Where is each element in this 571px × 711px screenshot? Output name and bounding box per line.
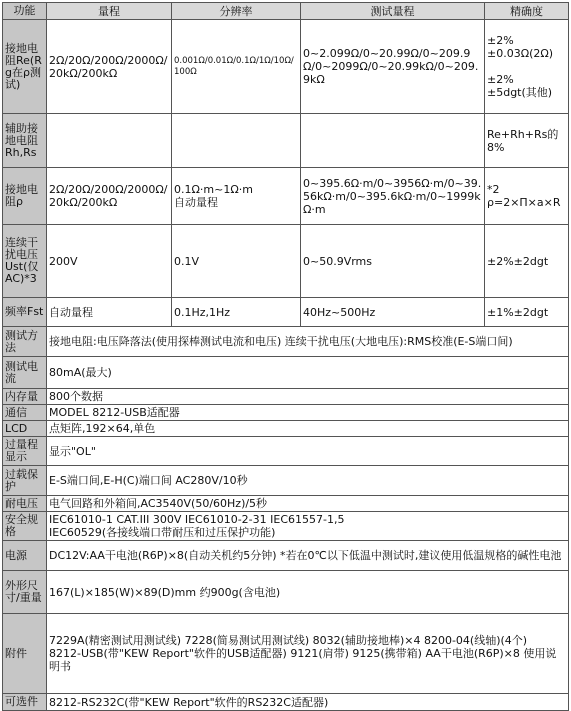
table-header-row — [3, 3, 569, 20]
row-label: 连续干扰电压Ust(仅AC)*3 — [3, 225, 47, 298]
header-measure-range: 测试量程 — [301, 3, 485, 20]
table-row — [3, 357, 569, 389]
accuracy-line: *2 — [487, 183, 500, 196]
row-label: 接地电阻Re(Rg在ρ测试) — [3, 20, 47, 114]
row-value: DC12V:AA干电池(R6P)×8(自动关机约5分钟) *若在0℃以下低温中测试时,建议使用低温规格的碱性电池 — [47, 541, 569, 571]
row-value — [47, 614, 569, 694]
table-row — [3, 327, 569, 357]
cell-accuracy — [485, 20, 569, 114]
table-row — [3, 614, 569, 694]
cell-accuracy: ±1%±2dgt — [485, 298, 569, 327]
row-label: 内存量 — [3, 389, 47, 405]
row-value — [47, 512, 569, 541]
cell-range — [47, 114, 172, 168]
table-row — [3, 421, 569, 437]
row-value: 8212-RS232C(带"KEW Report"软件的RS232C适配器) — [47, 694, 569, 711]
table-row — [3, 20, 569, 114]
row-value: 电气回路和外箱间,AC3540V(50/60Hz)/5秒 — [47, 496, 569, 512]
row-label: 附件 — [3, 614, 47, 694]
cell-measure-range: 0~395.6Ω·m/0~3956Ω·m/0~39.56kΩ·m/0~395.6kΩ·m/0~1999kΩ·m — [301, 168, 485, 225]
spec-table — [2, 2, 569, 711]
accessory-line: 7229A(精密测试用测试线) 7228(简易测试用测试线) 8032(辅助接地棒)×4 8200-04(线轴)(4个) — [49, 634, 528, 647]
row-label: 通信 — [3, 405, 47, 421]
accuracy-line: ±5dgt(其他) — [487, 86, 553, 99]
cell-resolution — [172, 114, 301, 168]
table-row — [3, 496, 569, 512]
table-row — [3, 114, 569, 168]
cell-accuracy: ±2%±2dgt — [485, 225, 569, 298]
row-label: 可选件 — [3, 694, 47, 711]
resolution-line: 自动量程 — [174, 196, 218, 209]
cell-range: 200V — [47, 225, 172, 298]
row-label: 频率Fst — [3, 298, 47, 327]
table-row — [3, 512, 569, 541]
row-label: LCD — [3, 421, 47, 437]
cell-range: 自动量程 — [47, 298, 172, 327]
header-function: 功能 — [3, 3, 47, 20]
cell-measure-range: 0~2.099Ω/0~20.99Ω/0~209.9Ω/0~2099Ω/0~20.99kΩ/0~209.9kΩ — [301, 20, 485, 114]
accuracy-line: ρ=2×Π×a×R — [487, 196, 561, 209]
row-label: 安全规格 — [3, 512, 47, 541]
cell-resolution: 0.1Hz,1Hz — [172, 298, 301, 327]
table-row — [3, 405, 569, 421]
row-value: 显示"OL" — [47, 437, 569, 466]
cell-accuracy: Re+Rh+Rs的8% — [485, 114, 569, 168]
cell-measure-range: 0~50.9Vrms — [301, 225, 485, 298]
accuracy-line: ±2% — [487, 34, 514, 47]
safety-line: IEC60529(各接线端口带耐压和过压保护功能) — [49, 526, 276, 539]
cell-range: 2Ω/20Ω/200Ω/2000Ω/20kΩ/200kΩ — [47, 168, 172, 225]
row-label: 外形尺寸/重量 — [3, 571, 47, 614]
row-value: 80mA(最大) — [47, 357, 569, 389]
safety-line: IEC61010-1 CAT.III 300V IEC61010-2-31 IEC61557-1,5 — [49, 513, 345, 526]
row-label: 过载保护 — [3, 466, 47, 496]
table-row — [3, 225, 569, 298]
table-row — [3, 437, 569, 466]
cell-measure-range: 40Hz~500Hz — [301, 298, 485, 327]
cell-resolution: 0.1V — [172, 225, 301, 298]
accuracy-line: ±0.03Ω(2Ω) — [487, 47, 554, 60]
row-value: 167(L)×185(W)×89(D)mm 约900g(含电池) — [47, 571, 569, 614]
table-row — [3, 694, 569, 711]
cell-resolution: 0.001Ω/0.01Ω/0.1Ω/1Ω/10Ω/100Ω — [172, 20, 301, 114]
table-row — [3, 298, 569, 327]
row-value: E-S端口间,E-H(C)端口间 AC280V/10秒 — [47, 466, 569, 496]
row-value: 接地电阻:电压降落法(使用探棒测试电流和电压) 连续干扰电压(大地电压):RMS校准(E-S端口间) — [47, 327, 569, 357]
row-value: MODEL 8212-USB适配器 — [47, 405, 569, 421]
accuracy-line: ±2% — [487, 73, 514, 86]
resolution-line: 0.1Ω·m~1Ω·m — [174, 183, 253, 196]
cell-accuracy — [485, 168, 569, 225]
table-row — [3, 168, 569, 225]
row-value: 点矩阵,192×64,单色 — [47, 421, 569, 437]
row-label: 电源 — [3, 541, 47, 571]
header-accuracy: 精确度 — [485, 3, 569, 20]
cell-resolution — [172, 168, 301, 225]
row-label: 辅助接地电阻Rh,Rs — [3, 114, 47, 168]
cell-measure-range — [301, 114, 485, 168]
header-resolution: 分辨率 — [172, 3, 301, 20]
table-row — [3, 571, 569, 614]
table-row — [3, 389, 569, 405]
header-range: 量程 — [47, 3, 172, 20]
row-label: 耐电压 — [3, 496, 47, 512]
row-label: 接地电阻ρ — [3, 168, 47, 225]
cell-range: 2Ω/20Ω/200Ω/2000Ω/20kΩ/200kΩ — [47, 20, 172, 114]
accessory-line: 8212-USB(带"KEW Report"软件的USB适配器) 9121(肩带) 9125(携带箱) AA干电池(R6P)×8 使用说明书 — [49, 647, 557, 673]
row-label: 测试方法 — [3, 327, 47, 357]
row-label: 测试电流 — [3, 357, 47, 389]
row-value: 800个数据 — [47, 389, 569, 405]
table-row — [3, 541, 569, 571]
table-row — [3, 466, 569, 496]
row-label: 过量程显示 — [3, 437, 47, 466]
